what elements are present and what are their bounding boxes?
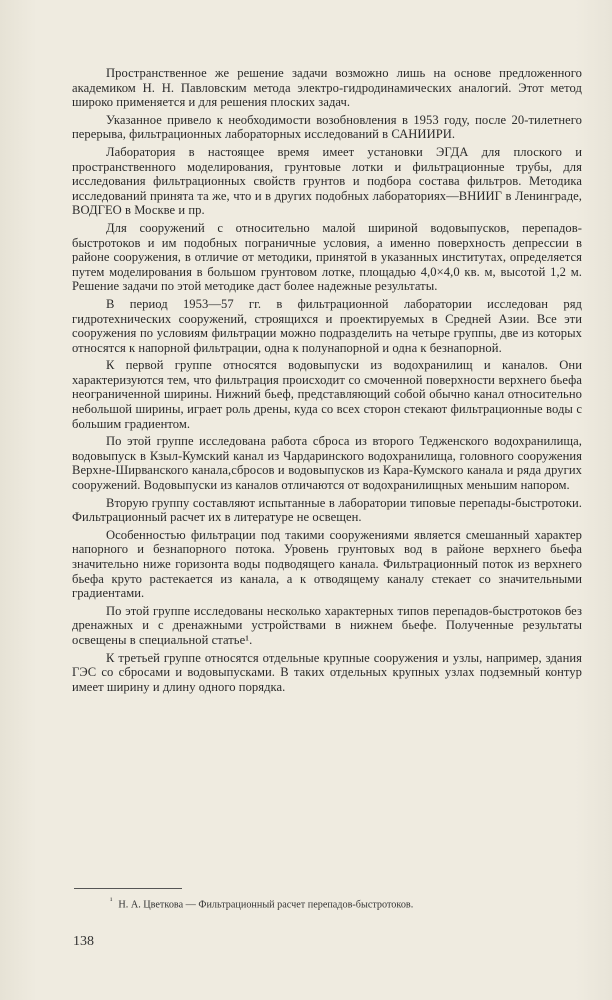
paragraph-third-group: К третьей группе относятся отдельные крупные сооружения и узлы, например, здания ГЭС со сбросами и водовыпусками. В таких отдельных крупных узлах подземный контур имеет ширину и длину одного порядка.	[72, 650, 582, 694]
paragraph-second-group: Вторую группу составляют испытанные в лаборатории типовые перепады-быстротоки. Фильтрационный расчет их в литературе не освещен.	[72, 495, 582, 525]
footnote-marker: ¹	[110, 896, 113, 905]
footnote-text: Н. А. Цветкова — Фильтрационный расчет перепадов-быстротоков.	[118, 899, 414, 911]
paragraph-first-group-studies: По этой группе исследована работа сброса из второго Тедженского водохранилища, водовыпуск в Кзыл-Кумский канал из Чардаринского водохранилища, головного сооружения Верхне-Ширванского канала,сбросов и водовыпусков из Кара-Кумского канала и ряда других сооружений. Водовыпуски из каналов отличаются от водохранилищных меньшим напором.	[72, 434, 582, 493]
paragraph-lab-resumption: Указанное привело к необходимости возобновления в 1953 году, после 20-тилетнего перерыва, фильтрационных лабораторных исследований в САНИИРИ.	[72, 112, 582, 142]
paragraph-filtration-features: Особенностью фильтрации под такими сооружениями является смешанный характер напорного и безнапорного потока. Уровень грунтовых вод в районе верхнего бьефа значительно ниже горизонта воды подводящего канала. Фильтрационный поток из верхнего бьефа круто растекается из канала, а к отводящему каналу стекает со значительными градиентами.	[72, 527, 582, 601]
footnote-divider	[74, 888, 182, 889]
body-text	[72, 66, 582, 697]
paragraph-lab-equipment: Лаборатория в настоящее время имеет установки ЭГДА для плоского и пространственного моделирования, грунтовые лотки и фильтрационные трубы, для исследования фильтрационных свойств грунтов и подбора состава фильтров. Методика исследований принята та же, что и в других подобных лабораториях—ВНИИГ в Ленинграде, ВОДГЕО в Москве и пр.	[72, 144, 582, 218]
paragraph-second-group-studies: По этой группе исследованы несколько характерных типов перепадов-быстротоков без дренажных и с дренажными устройствами в нижнем бьефе. Полученные результаты освещены в специальной статье¹.	[72, 603, 582, 647]
footnote	[110, 894, 570, 911]
paragraph-first-group: К первой группе относятся водовыпуски из водохранилищ и каналов. Они характеризуются тем, что фильтрация происходит со смоченной поверхности верхнего бьефа неограниченной ширины. Нижний бьеф, представляющий собой обычно канал относительно небольшой ширины, играет роль дрены, куда со всех сторон стекают фильтрационные воды с большим градиентом.	[72, 358, 582, 431]
paragraph-spatial-solution: Пространственное же решение задачи возможно лишь на основе предложенного академиком Н. Н. Павловским метода электро-гидродинамических аналогий. Этот метод широко применяется и для решения плоских задач.	[72, 66, 582, 110]
paragraph-period-1953-57: В период 1953—57 гг. в фильтрационной лаборатории исследован ряд гидротехнических сооружений, строящихся и проектируемых в Средней Азии. Все эти сооружения по условиям фильтрации можно подразделить на четыре группы, две из которых относятся к напорной фильтрации, одна к полунапорной и одна к безнапорной.	[72, 296, 582, 355]
paragraph-narrow-structures: Для сооружений с относительно малой шириной водовыпусков, перепадов-быстротоков и им подобных пограничные условия, а именно поверхность депрессии в районе сооружения, в отличие от методики, принятой в указанных институтах, определяется путем моделирования в большом грунтовом лотке, площадью 4,0×4,0 кв. м, высотой 1,2 м. Решение задачи по этой методике даст более надежные результаты.	[72, 220, 582, 294]
page-number: 138	[73, 934, 94, 949]
